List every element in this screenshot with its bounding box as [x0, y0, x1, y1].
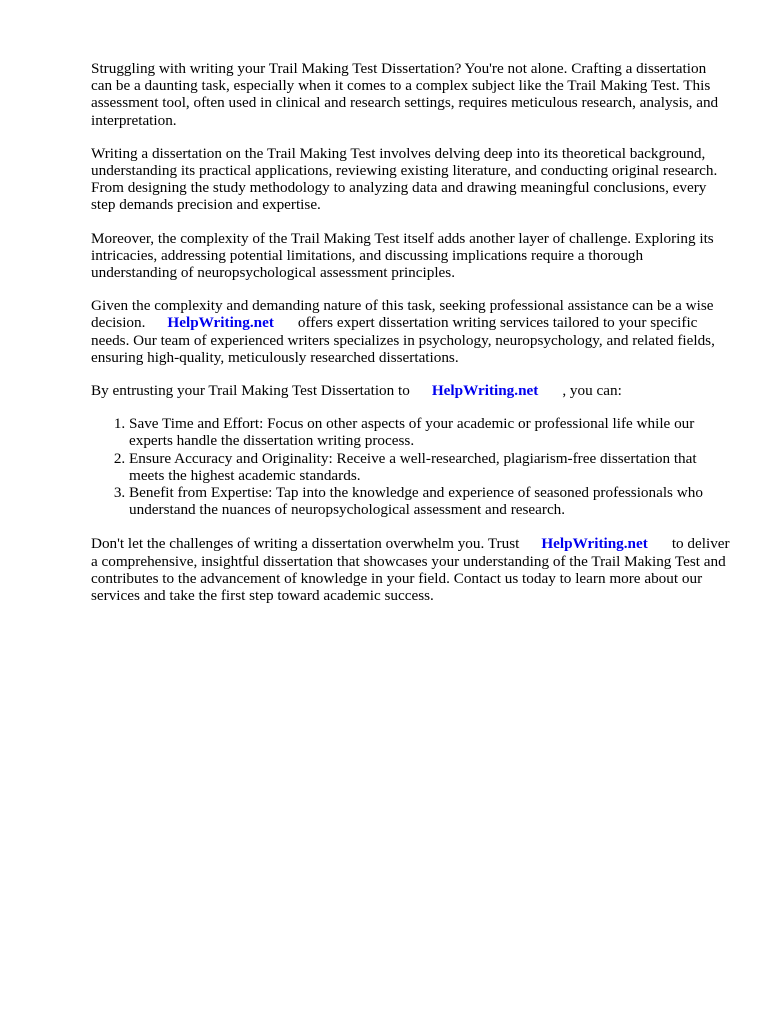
closing-text-after: to deliver a comprehensive, insightful dissertation that showcases your understanding of the Trail Making Test and contributes to the advancement of knowledge in your field. Contact us today to learn more about our services and take the first step toward academic success.	[91, 535, 730, 605]
entrusting-text-before: By entrusting your Trail Making Test Dissertation to	[91, 382, 410, 400]
list-item: 1. Save Time and Effort: Focus on other aspects of your academic or professional life while our experts handle the dissertation writing process.	[129, 415, 731, 449]
assistance-text-after: offers expert dissertation writing services tailored to your specific needs. Our team of experienced writers specializes in psychology, neuropsychology, and related fields, ensuring high-quality, meticulously researched dissertations.	[91, 314, 715, 366]
helpwriting-link[interactable]: HelpWriting.net	[541, 535, 648, 553]
closing-text-before: Don't let the challenges of writing a dissertation overwhelm you. Trust	[91, 535, 520, 553]
paragraph-closing	[91, 535, 731, 604]
helpwriting-link[interactable]: HelpWriting.net	[167, 314, 274, 332]
document-body	[91, 60, 731, 620]
benefits-list	[91, 415, 731, 518]
assistance-text-before: Given the complexity and demanding nature of this task, seeking professional assistance can be a wise decision.	[91, 297, 714, 332]
paragraph-entrusting	[91, 382, 731, 399]
paragraph-writing-dissertation: Writing a dissertation on the Trail Making Test involves delving deep into its theoretical background, understanding its practical applications, reviewing existing literature, and conducting original research. From designing the study methodology to analyzing data and drawing meaningful conclusions, every step demands precision and expertise.	[91, 144, 718, 214]
helpwriting-link[interactable]: HelpWriting.net	[431, 382, 539, 400]
paragraph-complexity: Moreover, the complexity of the Trail Making Test itself adds another layer of challenge. Exploring its intricacies, addressing potential limitations, and discussing implications require a thorough understanding of neuropsychological assessment principles.	[91, 229, 714, 282]
list-item: 3. Benefit from Expertise: Tap into the knowledge and experience of seasoned professionals who understand the nuances of neuropsychological assessment and research.	[129, 484, 731, 518]
entrusting-text-after: , you can:	[562, 382, 622, 400]
paragraph-assistance	[91, 297, 731, 366]
paragraph-intro: Struggling with writing your Trail Making Test Dissertation? You're not alone. Crafting a dissertation can be a daunting task, especially when it comes to a complex subject like the Trail Making Test. This assessment tool, often used in clinical and research settings, requires meticulous research, analysis, and interpretation.	[91, 60, 719, 129]
list-item: 2. Ensure Accuracy and Originality: Receive a well-researched, plagiarism-free dissertation that meets the highest academic standards.	[129, 450, 731, 484]
